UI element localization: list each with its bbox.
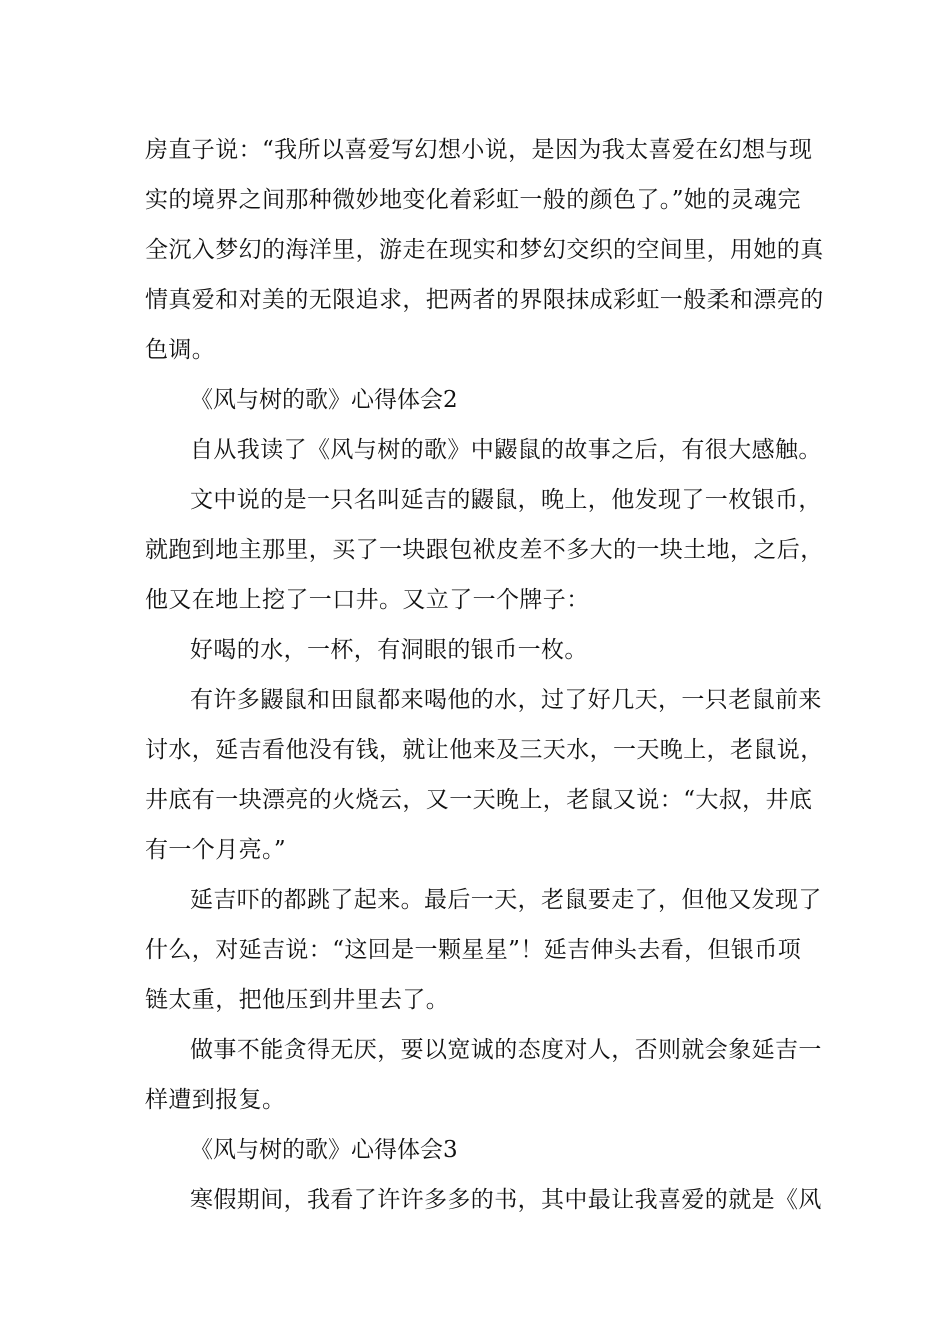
text-line: 寒假期间，我看了许许多多的书，其中最让我喜爱的就是《风 bbox=[190, 1187, 822, 1213]
text-line: 他又在地上挖了一口井。又立了一个牌子： bbox=[145, 587, 590, 613]
section-heading: 《风与树的歌》心得体会3 bbox=[190, 1137, 458, 1163]
text-line: 全沉入梦幻的海洋里，游走在现实和梦幻交织的空间里，用她的真 bbox=[145, 237, 824, 263]
text-line: 自从我读了《风与树的歌》中鼹鼠的故事之后，有很大感触。 bbox=[190, 437, 822, 463]
text-line: 链太重，把他压到井里去了。 bbox=[145, 987, 450, 1013]
text-line: 房直子说：“我所以喜爱写幻想小说，是因为我太喜爱在幻想与现 bbox=[145, 137, 813, 163]
text-line: 有一个月亮。” bbox=[145, 837, 287, 863]
text-line: 实的境界之间那种微妙地变化着彩虹一般的颜色了。”她的灵魂完 bbox=[145, 187, 801, 213]
text-line: 情真爱和对美的无限追求，把两者的界限抹成彩虹一般柔和漂亮的 bbox=[145, 287, 824, 313]
text-line: 讨水，延吉看他没有钱，就让他来及三天水，一天晚上，老鼠说， bbox=[145, 737, 824, 763]
text-line: 色调。 bbox=[145, 337, 216, 363]
section-heading: 《风与树的歌》心得体会2 bbox=[190, 387, 458, 413]
text-line: 样遭到报复。 bbox=[145, 1087, 286, 1113]
text-line: 文中说的是一只名叫延吉的鼹鼠，晚上，他发现了一枚银币， bbox=[190, 487, 822, 513]
text-line: 什么，对延吉说：“这回是一颗星星”！延吉伸头去看，但银币项 bbox=[145, 937, 802, 963]
text-line: 延吉吓的都跳了起来。最后一天，老鼠要走了，但他又发现了 bbox=[190, 887, 822, 913]
text-line: 好喝的水，一杯，有洞眼的银币一枚。 bbox=[190, 637, 588, 663]
text-line: 井底有一块漂亮的火烧云，又一天晚上，老鼠又说：“大叔，井底 bbox=[145, 787, 813, 813]
text-line: 做事不能贪得无厌，要以宽诚的态度对人，否则就会象延吉一 bbox=[190, 1037, 822, 1063]
text-line: 就跑到地主那里，买了一块跟包袱皮差不多大的一块土地，之后， bbox=[145, 537, 824, 563]
text-line: 有许多鼹鼠和田鼠都来喝他的水，过了好几天，一只老鼠前来 bbox=[190, 687, 822, 713]
